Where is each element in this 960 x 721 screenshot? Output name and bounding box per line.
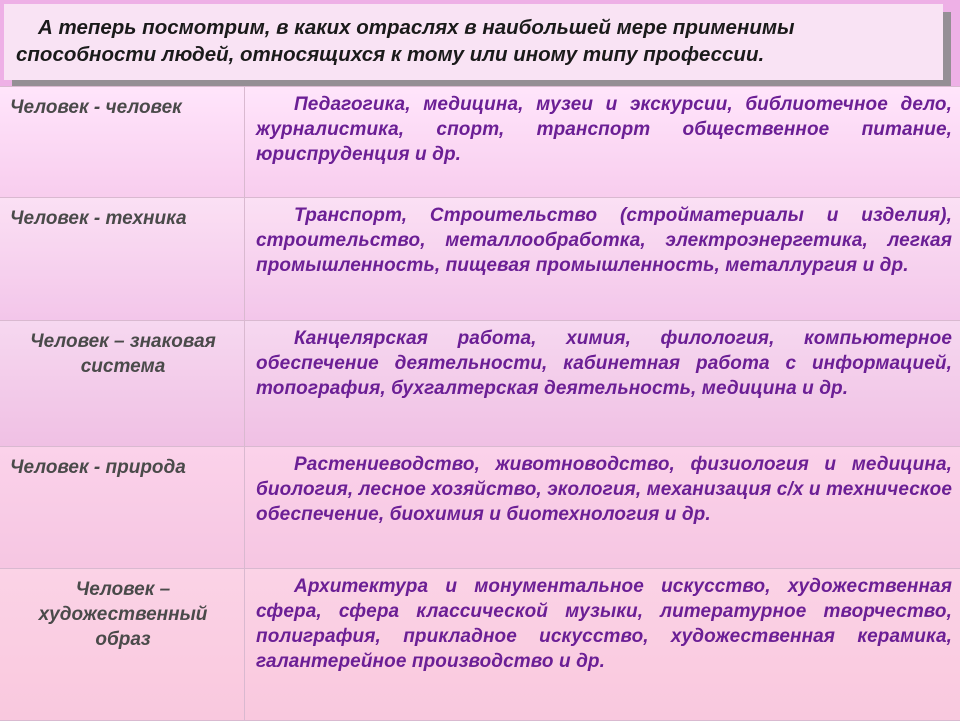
fields-cell <box>246 569 960 720</box>
table-row <box>0 198 960 321</box>
table-row <box>0 87 960 198</box>
table-row <box>0 321 960 447</box>
fields-cell <box>246 447 960 568</box>
fields-cell <box>246 198 960 320</box>
category-label: Человек - природа <box>10 457 186 478</box>
table-row <box>0 569 960 721</box>
category-label: Человек - техника <box>10 208 187 229</box>
fields-text: Педагогика, медицина, музеи и экскурсии, библиотечное дело, журналистика, спорт, транспорт общественное питание, юриспруденция и др. <box>256 94 952 165</box>
fields-text: Транспорт, Строительство (стройматериалы и изделия), строительство, металлообработка, электроэнергетика, легкая промышленность, пищевая промышленность, металлургия и др. <box>256 205 952 276</box>
fields-text: Архитектура и монументальное искусство, художественная сфера, сфера классической музыки, литературное творчество, полиграфия, прикладное искусство, художественная керамика, галантерейное производство и др. <box>256 576 952 672</box>
category-label: Человек – художественный образ <box>38 579 208 650</box>
category-cell <box>0 447 245 568</box>
fields-text: Канцелярская работа, химия, филология, компьютерное обеспечение деятельности, кабинетная работа с информацией, топография, бухгалтерская деятельность, медицина и др. <box>256 328 952 399</box>
category-cell <box>0 321 245 446</box>
category-cell <box>0 87 245 197</box>
fields-text: Растениеводство, животноводство, физиология и медицина, биология, лесное хозяйство, экология, механизация с/х и техническое обеспечение, биохимия и биотехнология и др. <box>256 454 952 525</box>
professions-table <box>0 86 960 721</box>
table-row <box>0 447 960 569</box>
category-cell <box>0 198 245 320</box>
header-box <box>4 4 943 80</box>
fields-cell <box>246 321 960 446</box>
category-cell <box>0 569 245 720</box>
category-label: Человек - человек <box>10 97 182 118</box>
fields-cell <box>246 87 960 197</box>
header-text: А теперь посмотрим, в каких отраслях в наибольшей мере применимы способности людей, относящихся к тому или иному типу профессии. <box>16 16 795 66</box>
category-label: Человек – знаковая система <box>30 331 216 377</box>
